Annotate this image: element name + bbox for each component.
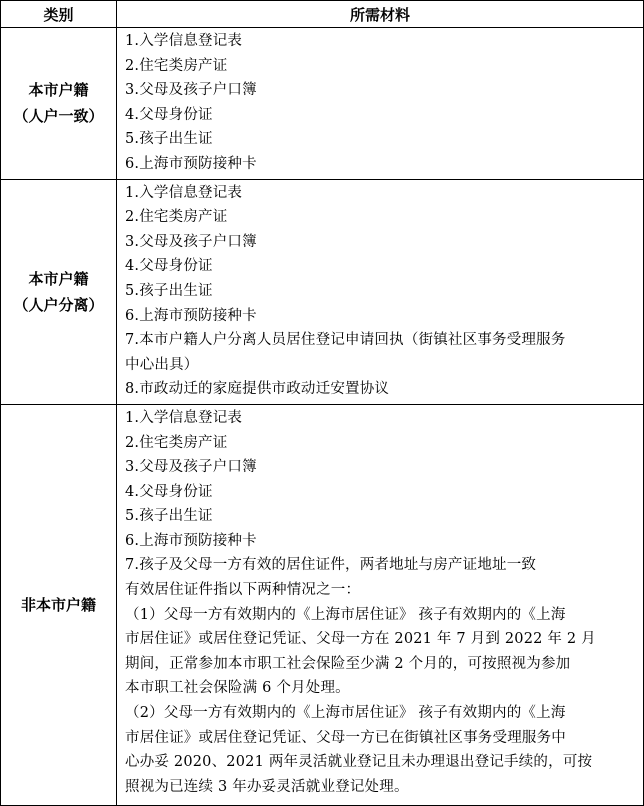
list-item: 6.上海市预防接种卡 [125, 307, 257, 324]
list-item: 7.本市户籍人户分离人员居住登记申请回执（街镇社区事务受理服务 [125, 332, 566, 349]
list-item: 期间，正常参加本市职工社会保险至少满 2 个月的，可按照视为参加 [125, 655, 571, 672]
category-sublabel: （人户分离） [13, 295, 104, 314]
list-item: 5.孩子出生证 [125, 282, 213, 299]
table-row [1, 404, 644, 805]
materials-cell [117, 179, 644, 404]
list-item: 心办妥 2020、2021 两年灵活就业登记且未办理退出登记手续的，可按 [125, 754, 593, 771]
list-item: 有效居住证件指以下两种情况之一： [125, 582, 361, 599]
category-cell [1, 28, 117, 180]
list-item: 2.住宅类房产证 [125, 57, 228, 74]
list-item: 1.入学信息登记表 [125, 33, 243, 49]
list-item: 3.父母及孩子户口簿 [125, 233, 257, 250]
list-item: 2.住宅类房产证 [125, 209, 228, 226]
category-cell [1, 179, 117, 404]
category-label: 非本市户籍 [20, 595, 96, 614]
list-item: 本市职工社会保险满 6 个月处理。 [125, 680, 350, 697]
table-row [1, 179, 644, 404]
list-item: 1.入学信息登记表 [125, 409, 243, 426]
list-item: 6.上海市预防接种卡 [125, 532, 257, 549]
materials-cell [117, 28, 644, 180]
list-item: 3.父母及孩子户口簿 [125, 82, 257, 99]
category-cell [1, 404, 117, 805]
list-item: 5.孩子出生证 [125, 131, 213, 148]
list-item: 5.孩子出生证 [125, 508, 213, 525]
header-row [1, 1, 644, 28]
list-item: 3.父母及孩子户口簿 [125, 459, 257, 476]
table-row [1, 28, 644, 180]
header-category: 类别 [1, 1, 117, 28]
list-item: 8.市政动迁的家庭提供市政动迁安置协议 [125, 381, 390, 398]
list-item: （1）父母一方有效期内的《上海市居住证》 孩子有效期内的《上海 [125, 606, 566, 623]
category-sublabel: （人户一致） [13, 107, 104, 126]
category-label: 本市户籍 [28, 81, 89, 100]
category-label: 本市户籍 [28, 269, 89, 288]
materials-cell [117, 404, 644, 805]
list-item: 2.住宅类房产证 [125, 434, 228, 451]
list-item: 照视为已连续 3 年办妥灵活就业登记处理。 [125, 778, 409, 795]
list-item: 6.上海市预防接种卡 [125, 155, 257, 172]
list-item: 市居住证》或居住登记凭证、父母一方已在街镇社区事务受理服务中 [125, 729, 566, 746]
header-materials: 所需材料 [117, 1, 644, 28]
list-item: 1.入学信息登记表 [125, 184, 243, 201]
list-item: 7.孩子及父母一方有效的居住证件，两者地址与房产证地址一致 [125, 557, 537, 574]
list-item: 市居住证》或居住登记凭证、父母一方在 2021 年 7 月到 2022 年 2 月 [125, 631, 596, 648]
list-item: 中心出具） [125, 356, 199, 373]
list-item: 4.父母身份证 [125, 258, 213, 275]
list-item: 4.父母身份证 [125, 483, 213, 500]
list-item: 4.父母身份证 [125, 106, 213, 123]
list-item: （2）父母一方有效期内的《上海市居住证》 孩子有效期内的《上海 [125, 705, 566, 722]
